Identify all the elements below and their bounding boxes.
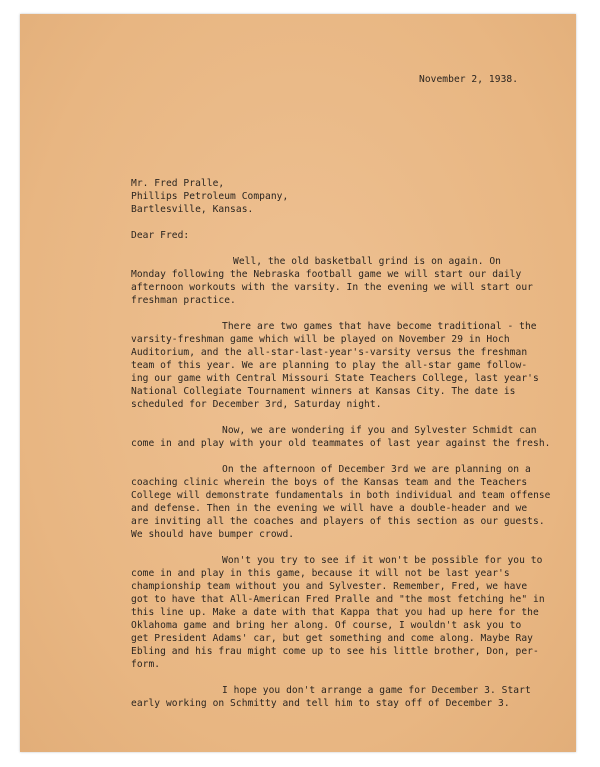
letter-date: November 2, 1938. <box>419 74 519 85</box>
address-line: Mr. Fred Pralle, <box>131 178 225 189</box>
paragraph-line: afternoon workouts with the varsity. In the evening we will start our <box>131 282 533 293</box>
paragraph-line: Auditorium, and the all-star-last-year's-varsity versus the freshman <box>131 347 528 358</box>
paragraph-line: We should have bumper crowd. <box>131 529 295 540</box>
paragraph-line: come in and play with your old teammates of last year against the fresh. <box>131 438 551 449</box>
paragraph-line: championship team without you and Sylvester. Remember, Fred, we have <box>131 581 528 592</box>
paragraph-line: varsity-freshman game which will be played on November 29 in Hoch <box>131 334 510 345</box>
paragraph-line: are inviting all the coaches and players of this section as our guests. <box>131 516 545 527</box>
salutation: Dear Fred: <box>131 230 190 241</box>
address-line: Phillips Petroleum Company, <box>131 191 289 202</box>
paragraph-line: early working on Schmitty and tell him to stay off of December 3. <box>131 698 510 709</box>
paragraph-line: form. <box>131 659 161 670</box>
paragraph-line: get President Adams' car, but get something and come along. Maybe Ray <box>131 633 533 644</box>
letter-page <box>20 14 576 752</box>
paragraph-line: Ebling and his frau might come up to see his little brother, Don, per- <box>131 646 539 657</box>
paragraph-line: I hope you don't arrange a game for December 3. Start <box>222 685 531 696</box>
paragraph-line: got to have that All-American Fred Pralle and "the most fetching he" in <box>131 594 545 605</box>
paragraph-line: Monday following the Nebraska football game we will start our daily <box>131 269 522 280</box>
paragraph-line: On the afternoon of December 3rd we are planning on a <box>222 464 531 475</box>
paragraph-line: scheduled for December 3rd, Saturday night. <box>131 399 382 410</box>
paragraph-line: Oklahoma game and bring her along. Of course, I wouldn't ask you to <box>131 620 522 631</box>
paragraph-line: National Collegiate Tournament winners at Kansas City. The date is <box>131 386 516 397</box>
paragraph-line: There are two games that have become traditional - the <box>222 321 537 332</box>
address-line: Bartlesville, Kansas. <box>131 204 254 215</box>
paragraph-line: team of this year. We are planning to play the all-star game follow- <box>131 360 528 371</box>
paragraph-line: Now, we are wondering if you and Sylvester Schmidt can <box>222 425 537 436</box>
paragraph-line: and defense. Then in the evening we will have a double-header and we <box>131 503 528 514</box>
paragraph-line: ing our game with Central Missouri State Teachers College, last year's <box>131 373 539 384</box>
paragraph-line: freshman practice. <box>131 295 236 306</box>
paragraph-line: come in and play in this game, because it will not be last year's <box>131 568 510 579</box>
paragraph-line: Won't you try to see if it won't be possible for you to <box>222 555 543 566</box>
paragraph-line: College will demonstrate fundamentals in both individual and team offense <box>131 490 551 501</box>
paragraph-line: coaching clinic wherein the boys of the Kansas team and the Teachers <box>131 477 528 488</box>
paragraph-line: this line up. Make a date with that Kappa that you had up here for the <box>131 607 539 618</box>
paragraph-line: Well, the old basketball grind is on again. On <box>233 256 501 267</box>
